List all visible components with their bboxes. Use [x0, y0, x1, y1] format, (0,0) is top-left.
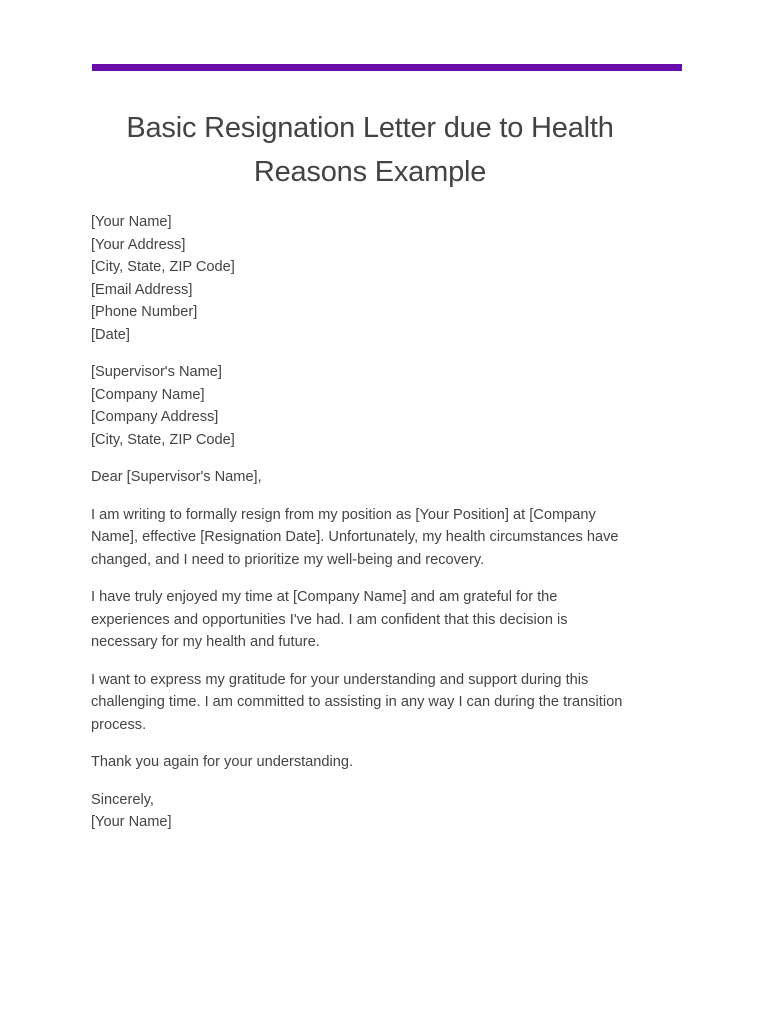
- recipient-company-address: [Company Address]: [91, 409, 219, 425]
- paragraph-line: necessary for my health and future.: [91, 634, 320, 650]
- sender-email: [Email Address]: [91, 281, 193, 298]
- sender-name: [Your Name]: [91, 214, 172, 230]
- closing-block: [91, 789, 666, 834]
- signature-name: [Your Name]: [91, 814, 172, 830]
- paragraph-line: I have truly enjoyed my time at [Company Name] and am grateful for the: [91, 589, 558, 605]
- paragraph-line: experiences and opportunities I've had. I am confident that this decision is: [91, 611, 568, 628]
- paragraph-line: Name], effective [Resignation Date]. Unfortunately, my health circumstances have: [91, 529, 619, 545]
- sender-address: [Your Address]: [91, 236, 186, 253]
- paragraph-gratitude-time: [91, 586, 666, 654]
- paragraph-thanks: [91, 751, 666, 774]
- recipient-company-name: [Company Name]: [91, 386, 205, 403]
- letter-date: [Date]: [91, 326, 130, 343]
- paragraph-resignation: [91, 504, 666, 572]
- sender-city-state-zip: [City, State, ZIP Code]: [91, 259, 235, 275]
- recipient-city-state-zip: [City, State, ZIP Code]: [91, 431, 235, 448]
- salutation: [91, 466, 666, 489]
- paragraph-line: process.: [91, 716, 147, 733]
- paragraph-line: changed, and I need to prioritize my well-being and recovery.: [91, 551, 485, 568]
- sender-address-block: [91, 211, 666, 346]
- recipient-address-block: [91, 361, 666, 451]
- closing-text: Sincerely,: [91, 791, 154, 808]
- paragraph-line: Thank you again for your understanding.: [91, 754, 354, 770]
- sender-phone: [Phone Number]: [91, 304, 198, 320]
- recipient-supervisor-name: [Supervisor's Name]: [91, 364, 222, 380]
- paragraph-line: I am writing to formally resign from my position as [Your Position] at [Company: [91, 506, 596, 523]
- letter-body: [91, 211, 666, 849]
- paragraph-line: I want to express my gratitude for your understanding and support during this: [91, 671, 589, 688]
- salutation-text: Dear [Supervisor's Name],: [91, 469, 262, 485]
- paragraph-line: challenging time. I am committed to assisting in any way I can during the transition: [91, 694, 623, 710]
- top-accent-rule: [92, 64, 682, 71]
- document-title: Basic Resignation Letter due to Health Reasons Example: [126, 112, 614, 188]
- paragraph-transition: [91, 669, 666, 737]
